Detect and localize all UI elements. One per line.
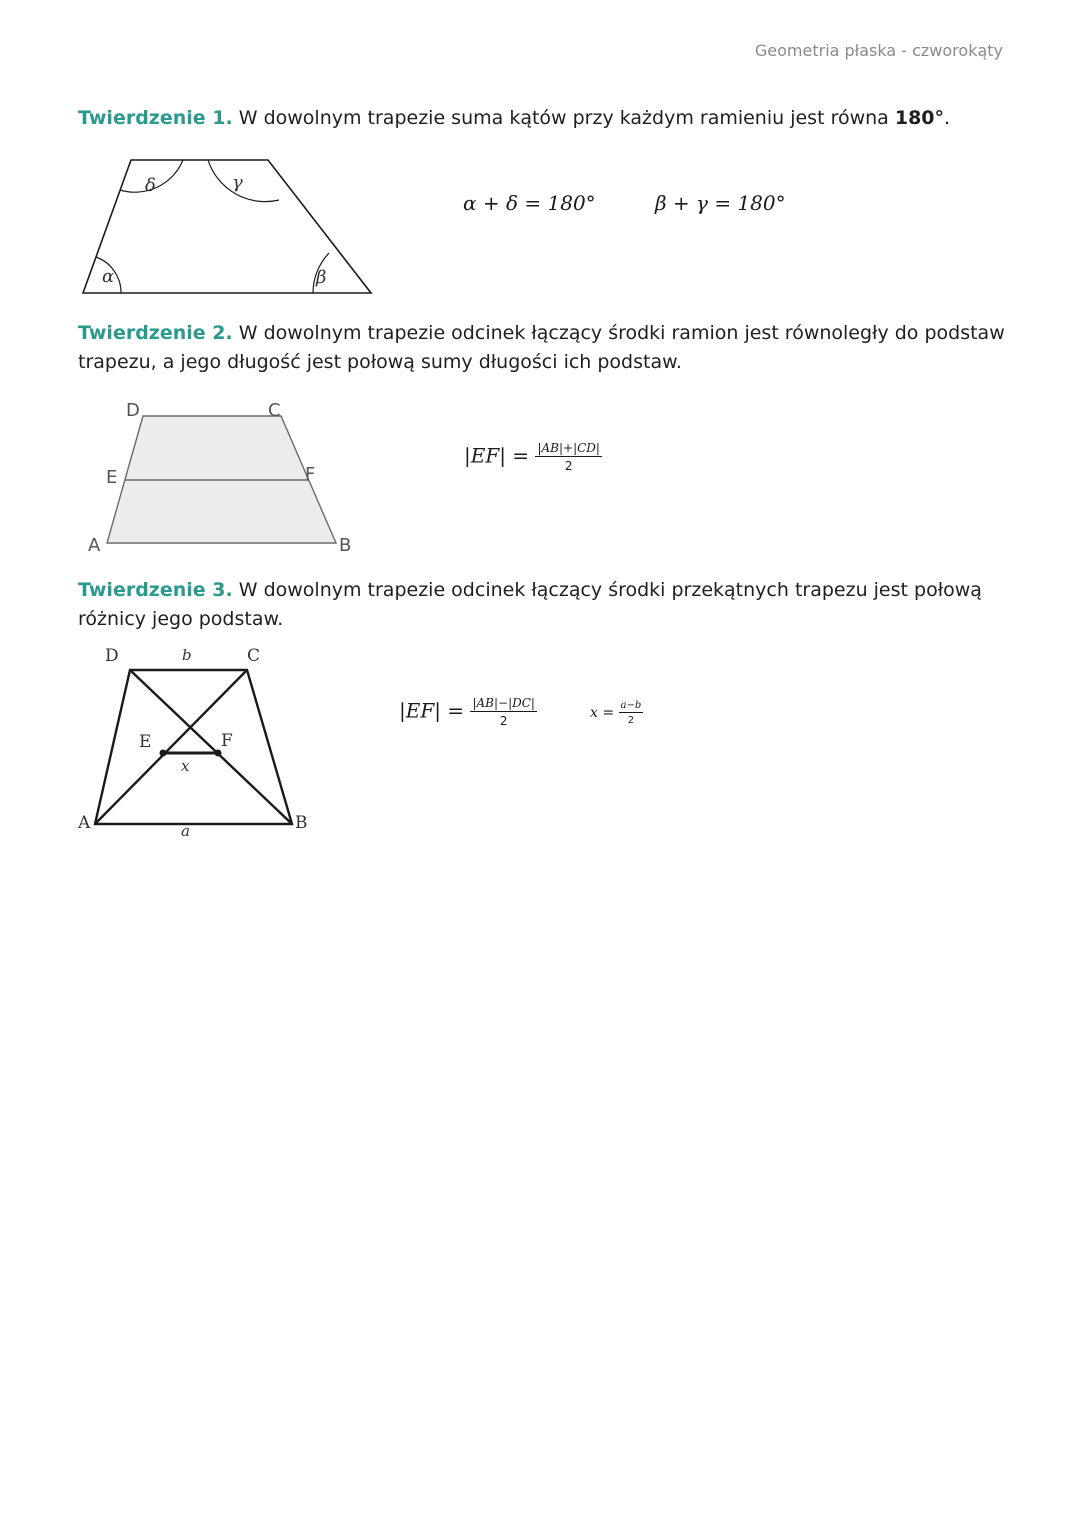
theorem-2-label: Twierdzenie 2. bbox=[78, 322, 233, 344]
equation-diagonal-midpoints: |EF| = $\frac{|AB|-|DC|}{2}$ bbox=[399, 696, 535, 728]
angle-alpha-label: α bbox=[102, 266, 115, 287]
point-B-label: B bbox=[339, 535, 352, 556]
point-C-label: C bbox=[247, 646, 261, 666]
trapezoid-diagonals-figure bbox=[75, 640, 325, 840]
page-header: Geometria płaska - czworokąty bbox=[754, 41, 1003, 60]
theorem-2 bbox=[78, 319, 1018, 377]
point-D-label: D bbox=[126, 400, 140, 421]
theorem-2-text: W dowolnym trapezie odcinek łączący środki ramion jest równoległy do podstaw trapezu, a jego długość jest połową sumy długości ich podstaw. bbox=[78, 322, 1005, 373]
point-C-label: C bbox=[268, 400, 281, 421]
point-A-label: A bbox=[78, 813, 91, 833]
theorem-1-value: 180° bbox=[894, 107, 945, 129]
equation-beta-gamma: β + γ = 180° bbox=[655, 191, 786, 215]
theorem-3-text: W dowolnym trapezie odcinek łączący środki przekątnych trapezu jest połową różnicy jego podstaw. bbox=[78, 579, 982, 630]
angle-delta-label: δ bbox=[145, 175, 156, 196]
equation-x: x = $\frac{a-b}{2}$ bbox=[590, 700, 642, 726]
point-D-label: D bbox=[105, 646, 119, 666]
theorem-3-label: Twierdzenie 3. bbox=[78, 579, 233, 601]
segment-x-label: x bbox=[181, 757, 190, 775]
theorem-3 bbox=[78, 576, 1018, 634]
angle-beta-label: β bbox=[316, 267, 327, 288]
theorem-1-label: Twierdzenie 1. bbox=[78, 107, 233, 129]
equation-alpha-delta: α + δ = 180° bbox=[463, 191, 596, 215]
point-F-label: F bbox=[221, 731, 233, 751]
theorem-1: Twierdzenie 1. W dowolnym trapezie suma kątów przy każdym ramieniu jest równa 180°. bbox=[78, 107, 951, 129]
trapezoid-midsegment-figure bbox=[80, 392, 370, 562]
point-A-label: A bbox=[88, 535, 101, 556]
point-E-label: E bbox=[139, 732, 152, 752]
base-a-label: a bbox=[181, 822, 190, 840]
theorem-1-text: W dowolnym trapezie suma kątów przy każdym ramieniu jest równa bbox=[232, 107, 895, 129]
point-B-label: B bbox=[295, 813, 308, 833]
base-b-label: b bbox=[182, 646, 192, 664]
trapezoid-angles-figure bbox=[75, 150, 385, 305]
point-F-label: F bbox=[305, 464, 316, 485]
angle-gamma-label: γ bbox=[232, 172, 243, 193]
equation-midsegment: |EF| = $\frac{|AB|+|CD|}{2}$ bbox=[464, 441, 600, 473]
point-E-label: E bbox=[106, 467, 118, 488]
